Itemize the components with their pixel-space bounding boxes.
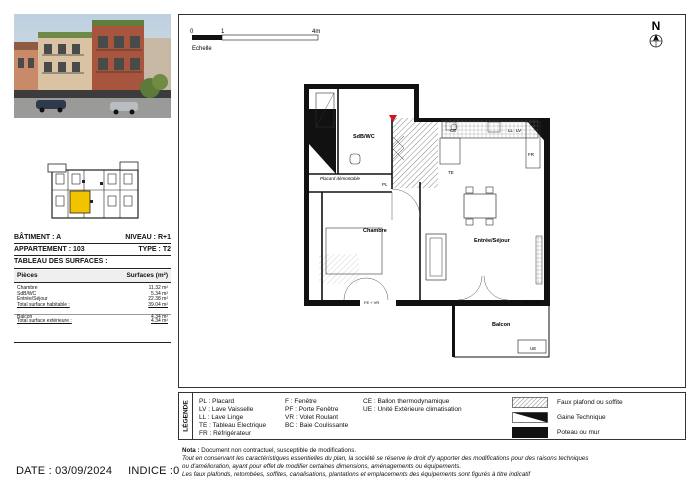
scale-bar (190, 29, 320, 52)
niveau-label: NIVEAU : R+1 (125, 234, 171, 241)
legend-col-1: PL : Placard LV : Lave Vaisselle LL : Lave Linge TE : Tableau Electrique FR : Réfrigérateur (199, 398, 267, 437)
surfaces-table-header (14, 270, 171, 283)
svg-text:LV: LV (516, 128, 522, 133)
legend-col-2: F : Fenêtre PF : Porte Fenêtre VR : Volet Roulant BC : Baie Coulissante (285, 398, 349, 429)
wall-symbol-icon (512, 427, 548, 438)
svg-text:Placard démontable: Placard démontable (320, 176, 361, 181)
legend-tab: LÉGENDE (179, 393, 193, 439)
divider (14, 268, 171, 269)
svg-text:CE: CE (450, 128, 457, 133)
north-arrow-icon (650, 19, 662, 47)
legend-poteau: Poteau ou mur (557, 429, 600, 436)
scale-4: 4m (312, 29, 321, 35)
divider (14, 243, 171, 244)
svg-text:TE: TE (448, 170, 454, 175)
svg-text:PF + VR: PF + VR (524, 300, 540, 305)
date-text: DATE : 03/09/2024 (16, 465, 113, 477)
surfaces-title-row (14, 258, 171, 265)
floor-plan (178, 14, 686, 388)
surfaces-table (14, 270, 171, 325)
svg-text:FR: FR (528, 152, 534, 157)
batiment-label: BÂTIMENT : A (14, 234, 62, 241)
svg-text:Entrée/Séjour: Entrée/Séjour (474, 238, 510, 244)
date-index (16, 465, 195, 477)
col-pieces: Pièces (17, 272, 38, 279)
indice-text: INDICE :0 (128, 465, 180, 477)
svg-text:SdB/WC: SdB/WC (353, 134, 375, 140)
surfaces-title: TABLEAU DES SURFACES : (14, 258, 108, 265)
svg-text:PL: PL (382, 182, 388, 187)
svg-text:LL: LL (508, 128, 514, 133)
svg-text:FE + VR: FE + VR (364, 300, 380, 305)
legend-gaine: Gaine Technique (557, 414, 606, 421)
key-plan (44, 160, 144, 222)
legend-col-3: CE : Ballon thermodynamique UE : Unité Extérieure climatisation (363, 398, 462, 413)
building-info (14, 234, 171, 241)
appartement-label: APPARTEMENT : 103 (14, 246, 85, 253)
scale-0: 0 (190, 29, 194, 35)
table-row-total: Total surface extérieure : 4.34 m² (17, 318, 168, 325)
divider (14, 342, 171, 343)
scale-label: Echelle (192, 46, 212, 52)
notes: Nota : Document non contractuel, susceptible de modifications. Tout en conservant les caractéristiques essentielles du plan, la société se réserve le droit d'y apporter des modifications pour des raisons techniques ou d'amélioration, ayant pour effet de modifier certaines dimensions, aménagements ou équipements. Les faux plafonds, retombées, soffites, canalisations, plantations et emplacements des équipements sont figurés à titre indicatif (182, 447, 589, 478)
scale-1: 1 (221, 29, 225, 35)
table-row: SdB/WC 5.34 m² (17, 290, 168, 297)
type-label: TYPE : T2 (138, 246, 171, 253)
col-surfaces: Surfaces (m²) (126, 272, 168, 279)
table-row: Balcon 4.34 m² (14, 314, 171, 320)
legend-faux-plafond: Faux plafond ou soffite (557, 399, 623, 406)
svg-text:Balcon: Balcon (492, 322, 511, 328)
table-row-total: Total surface habitable : 39.04 m² (17, 302, 168, 309)
table-row: Entrée/Séjour 22.38 m² (17, 296, 168, 303)
divider (14, 255, 171, 256)
gaine-symbol-icon (512, 412, 548, 423)
svg-text:N: N (651, 19, 661, 33)
table-row: Chambre 11.32 m² (17, 285, 168, 291)
apartment-info (14, 246, 171, 253)
hatch-symbol-icon (512, 397, 548, 408)
svg-text:UE: UE (530, 346, 537, 351)
building-render-image (14, 14, 171, 118)
legend-box (178, 392, 686, 440)
svg-text:Chambre: Chambre (363, 228, 387, 234)
